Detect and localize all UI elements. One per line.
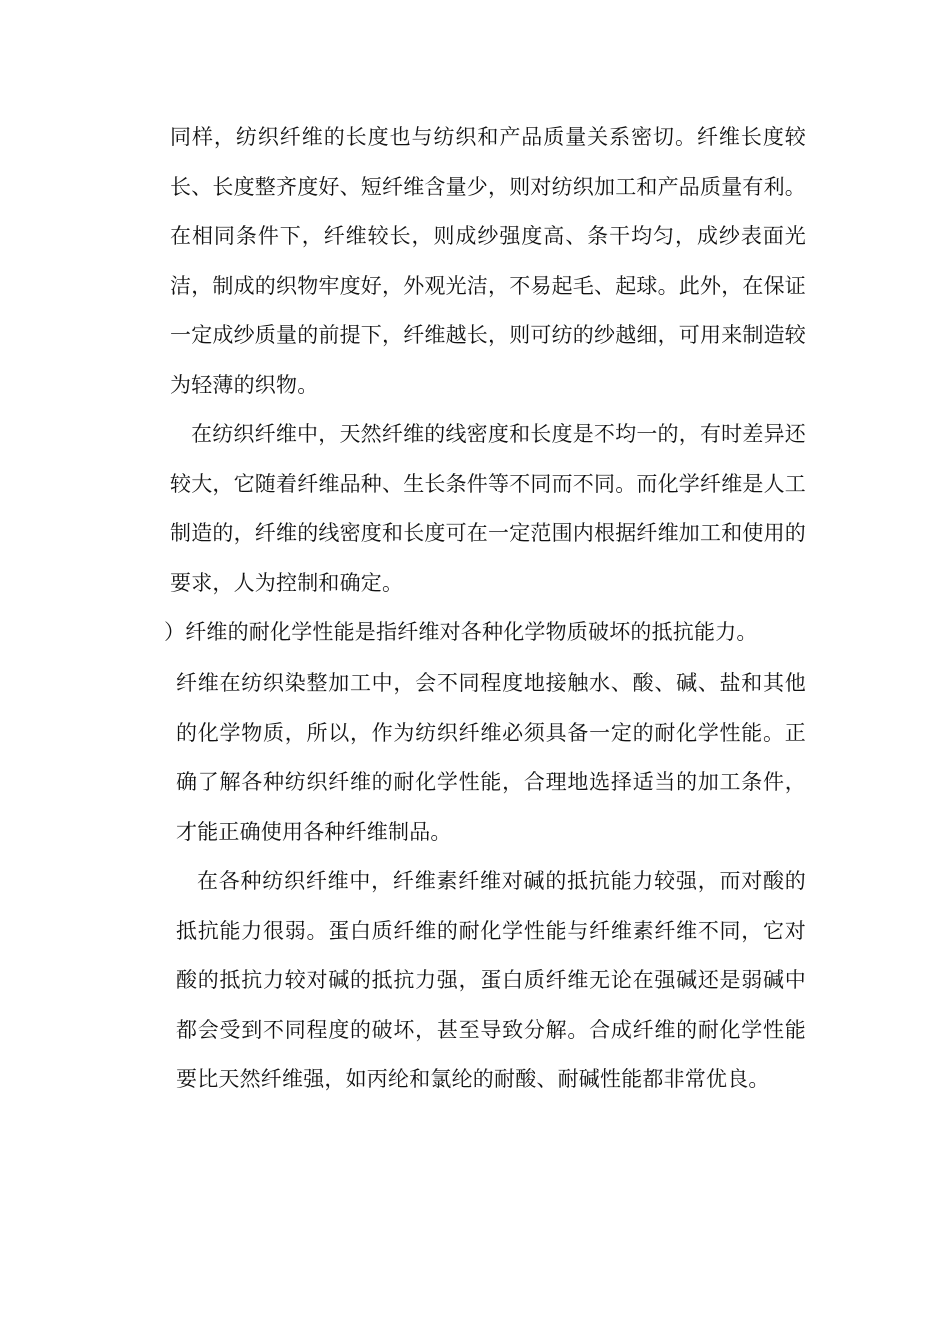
paragraph-chemical-resistance-processing: 纤维在纺织染整加工中，会不同程度地接触水、酸、碱、盐和其他的化学物质，所以，作为纺织纤维必须具备一定的耐化学性能。正确了解各种纺织纤维的耐化学性能，合理地选择适当的加工条件，才能正确使用各种纤维制品。 xyxy=(176,671,806,844)
paragraph-fiber-length: 同样，纺织纤维的长度也与纺织和产品质量关系密切。纤维长度较长、长度整齐度好、短纤维含量少，则对纺织加工和产品质量有利。在相同条件下，纤维较长，则成纱强度高、条干均匀，成纱表面光洁，制成的织物牢度好，外观光洁，不易起毛、起球。此外，在保证一定成纱质量的前提下，纤维越长，则可纺的纱越细，可用来制造较为轻薄的织物。 xyxy=(170,125,806,397)
paragraph-chemical-resistance-definition: ）纤维的耐化学性能是指纤维对各种化学物质破坏的抵抗能力。 xyxy=(164,620,758,644)
paragraph-natural-vs-chemical-fibers: 在纺织纤维中，天然纤维的线密度和长度是不均一的，有时差异还较大，它随着纤维品种、生长条件等不同而不同。而化学纤维是人工制造的，纤维的线密度和长度可在一定范围内根据纤维加工和使用的要求，人为控制和确定。 xyxy=(170,422,806,595)
paragraph-fiber-types-resistance: 在各种纺织纤维中，纤维素纤维对碱的抵抗能力较强，而对酸的抵抗能力很弱。蛋白质纤维的耐化学性能与纤维素纤维不同，它对酸的抵抗力较对碱的抵抗力强，蛋白质纤维无论在强碱还是弱碱中都会受到不同程度的破坏，甚至导致分解。合成纤维的耐化学性能要比天然纤维强，如丙纶和氯纶的耐酸、耐碱性能都非常优良。 xyxy=(176,869,806,1091)
